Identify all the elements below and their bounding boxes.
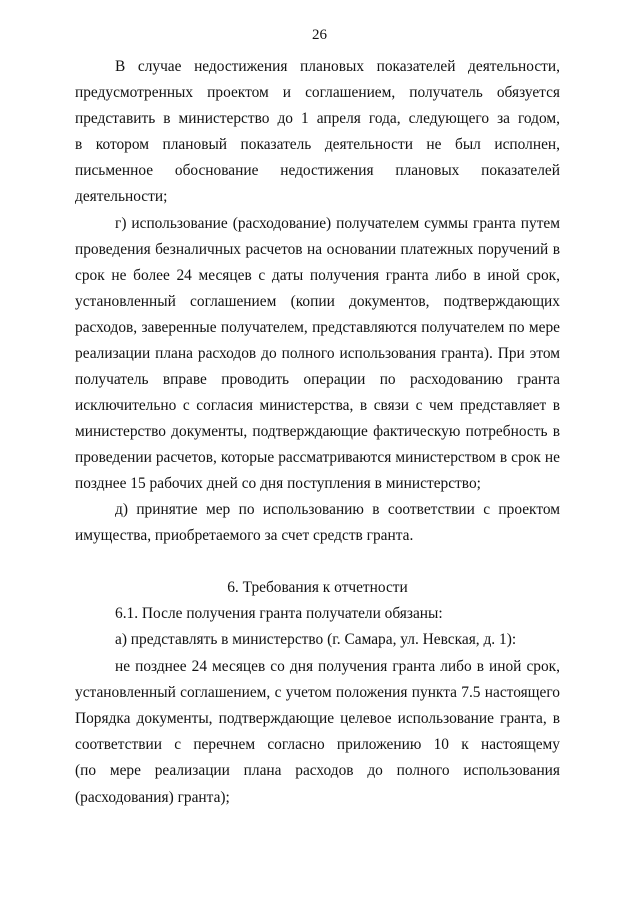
text-line: установленный соглашением (копии документов, подтверждающих — [75, 293, 560, 310]
text-line: имущества, приобретаемого за счет средств гранта. — [75, 527, 414, 544]
text-line: д) принятие мер по использованию в соответствии с проектом — [115, 501, 560, 518]
text-line: расходов, заверенные получателем, представляются получателем по мере — [75, 319, 560, 336]
section-heading: 6. Требования к отчетности — [227, 579, 408, 596]
text-line: позднее 15 рабочих дней со дня поступления в министерство; — [75, 475, 481, 492]
text-line: министерство документы, подтверждающие фактическую потребность в — [75, 423, 560, 440]
text-line: получатель вправе проводить операции по расходованию гранта — [75, 371, 560, 388]
text-line: 6.1. После получения гранта получатели обязаны: — [115, 605, 443, 622]
text-line: реализации плана расходов до полного использования гранта). При этом — [75, 345, 560, 362]
text-line: (по мере реализации плана расходов до полного использования — [75, 762, 560, 779]
text-line: деятельности; — [75, 188, 168, 205]
page-number: 26 — [312, 27, 327, 43]
text-line: в котором плановый показатель деятельности не был исполнен, — [75, 136, 560, 153]
text-line: соответствии с перечнем согласно приложению 10 к настоящему — [75, 736, 560, 753]
text-line: исключительно с согласия министерства, в связи с чем представляет в — [75, 397, 560, 414]
text-line: письменное обоснование недостижения плановых показателей — [75, 162, 560, 179]
text-line: В случае недостижения плановых показателей деятельности, — [115, 58, 560, 75]
text-line: установленный соглашением, с учетом положения пункта 7.5 настоящего — [75, 684, 560, 701]
text-line: проведения безналичных расчетов на основании платежных поручений в — [75, 241, 560, 258]
text-line: не позднее 24 месяцев со дня получения гранта либо в иной срок, — [115, 658, 560, 675]
text-line: предусмотренных проектом и соглашением, получатель обязуется — [75, 84, 560, 101]
text-line: Порядка документы, подтверждающие целевое использование гранта, в — [75, 710, 560, 727]
text-line: срок не более 24 месяцев с даты получения гранта либо в иной срок, — [75, 267, 560, 284]
text-line: а) представлять в министерство (г. Самара, ул. Невская, д. 1): — [115, 631, 517, 648]
text-line: г) использование (расходование) получателем суммы гранта путем — [115, 215, 560, 232]
text-line: проведении расчетов, которые рассматриваются министерством в срок не — [75, 449, 560, 466]
text-line: (расходования) гранта); — [75, 789, 230, 806]
text-line: представить в министерство до 1 апреля года, следующего за годом, — [75, 110, 560, 127]
